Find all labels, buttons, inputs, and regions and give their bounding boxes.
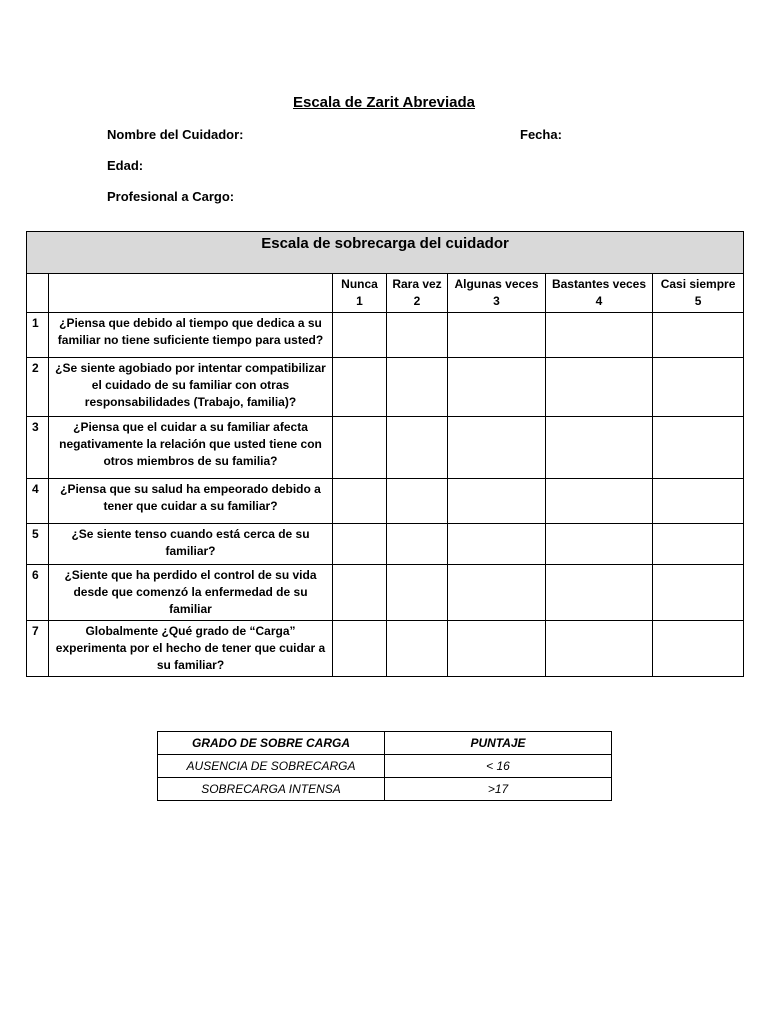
question-text: ¿Piensa que su salud ha empeorado debido a tener que cuidar a su familiar? (49, 479, 333, 524)
column-label: Algunas veces (454, 277, 539, 291)
answer-cell-3[interactable] (448, 621, 546, 677)
table-row (158, 755, 612, 778)
table-row (27, 358, 744, 417)
answer-cell-3[interactable] (448, 524, 546, 565)
answer-cell-4[interactable] (546, 621, 653, 677)
date-label: Fecha: (520, 127, 562, 142)
table-row (27, 313, 744, 358)
column-label: Bastantes veces (551, 277, 647, 291)
header-bastantes-veces (546, 274, 653, 313)
score-cell: >17 (385, 778, 612, 801)
grade-header: GRADO DE SOBRE CARGA (158, 732, 385, 755)
answer-cell-1[interactable] (333, 417, 387, 479)
answer-cell-5[interactable] (653, 313, 744, 358)
score-header: PUNTAJE (385, 732, 612, 755)
caregiver-name-label: Nombre del Cuidador: (107, 127, 244, 142)
age-label: Edad: (107, 158, 144, 173)
header-algunas-veces (448, 274, 546, 313)
answer-cell-2[interactable] (387, 358, 448, 417)
answer-cell-2[interactable] (387, 524, 448, 565)
answer-cell-5[interactable] (653, 621, 744, 677)
row-number: 5 (27, 524, 49, 565)
grade-cell: SOBRECARGA INTENSA (158, 778, 385, 801)
question-text: Globalmente ¿Qué grado de “Carga” experimenta por el hecho de tener que cuidar a su familiar? (49, 621, 333, 677)
answer-cell-3[interactable] (448, 565, 546, 621)
score-cell: < 16 (385, 755, 612, 778)
question-text: ¿Piensa que el cuidar a su familiar afecta negativamente la relación que usted tiene con otros miembros de su familia? (49, 417, 333, 479)
table-row (158, 778, 612, 801)
document-title: Escala de Zarit Abreviada (292, 94, 476, 111)
question-text: ¿Piensa que debido al tiempo que dedica a su familiar no tiene suficiente tiempo para usted? (49, 313, 333, 358)
row-number: 3 (27, 417, 49, 479)
table-caption-row (27, 232, 744, 274)
answer-cell-1[interactable] (333, 358, 387, 417)
burden-grade-table (157, 731, 612, 801)
grade-header-row (158, 732, 612, 755)
answer-cell-2[interactable] (387, 565, 448, 621)
column-value: 4 (595, 294, 603, 308)
answer-cell-5[interactable] (653, 358, 744, 417)
table-row (27, 621, 744, 677)
answer-cell-4[interactable] (546, 524, 653, 565)
caregiver-burden-table (26, 231, 744, 677)
answer-cell-2[interactable] (387, 417, 448, 479)
question-text: ¿Siente que ha perdido el control de su vida desde que comenzó la enfermedad de su familiar (49, 565, 333, 621)
table-row (27, 524, 744, 565)
table-header-row (27, 274, 744, 313)
answer-cell-5[interactable] (653, 565, 744, 621)
answer-cell-1[interactable] (333, 479, 387, 524)
answer-cell-3[interactable] (448, 417, 546, 479)
column-label: Nunca (341, 277, 378, 291)
column-value: 5 (694, 294, 702, 308)
question-text: ¿Se siente tenso cuando está cerca de su familiar? (49, 524, 333, 565)
table-caption: Escala de sobrecarga del cuidador (27, 232, 744, 274)
table-row (27, 417, 744, 479)
answer-cell-4[interactable] (546, 479, 653, 524)
answer-cell-4[interactable] (546, 358, 653, 417)
column-value: 1 (356, 294, 363, 308)
table-row (27, 565, 744, 621)
answer-cell-2[interactable] (387, 621, 448, 677)
answer-cell-2[interactable] (387, 479, 448, 524)
header-nunca (333, 274, 387, 313)
answer-cell-4[interactable] (546, 565, 653, 621)
answer-cell-5[interactable] (653, 524, 744, 565)
answer-cell-1[interactable] (333, 565, 387, 621)
answer-cell-5[interactable] (653, 417, 744, 479)
row-number: 4 (27, 479, 49, 524)
answer-cell-3[interactable] (448, 358, 546, 417)
row-number: 6 (27, 565, 49, 621)
column-value: 2 (413, 294, 421, 308)
header-question-cell (49, 274, 333, 313)
professional-label: Profesional a Cargo: (107, 189, 235, 204)
table-row (27, 479, 744, 524)
answer-cell-5[interactable] (653, 479, 744, 524)
answer-cell-2[interactable] (387, 313, 448, 358)
answer-cell-4[interactable] (546, 417, 653, 479)
answer-cell-3[interactable] (448, 313, 546, 358)
header-casi-siempre (653, 274, 744, 313)
header-num-cell (27, 274, 49, 313)
answer-cell-1[interactable] (333, 313, 387, 358)
header-rara-vez (387, 274, 448, 313)
answer-cell-4[interactable] (546, 313, 653, 358)
column-label: Rara vez (392, 277, 442, 291)
answer-cell-1[interactable] (333, 621, 387, 677)
answer-cell-3[interactable] (448, 479, 546, 524)
answer-cell-1[interactable] (333, 524, 387, 565)
row-number: 7 (27, 621, 49, 677)
question-text: ¿Se siente agobiado por intentar compatibilizar el cuidado de su familiar con otras responsabilidades (Trabajo, familia)? (49, 358, 333, 417)
column-label: Casi siempre (660, 277, 736, 291)
grade-cell: AUSENCIA DE SOBRECARGA (158, 755, 385, 778)
column-value: 3 (493, 294, 500, 308)
row-number: 1 (27, 313, 49, 358)
row-number: 2 (27, 358, 49, 417)
